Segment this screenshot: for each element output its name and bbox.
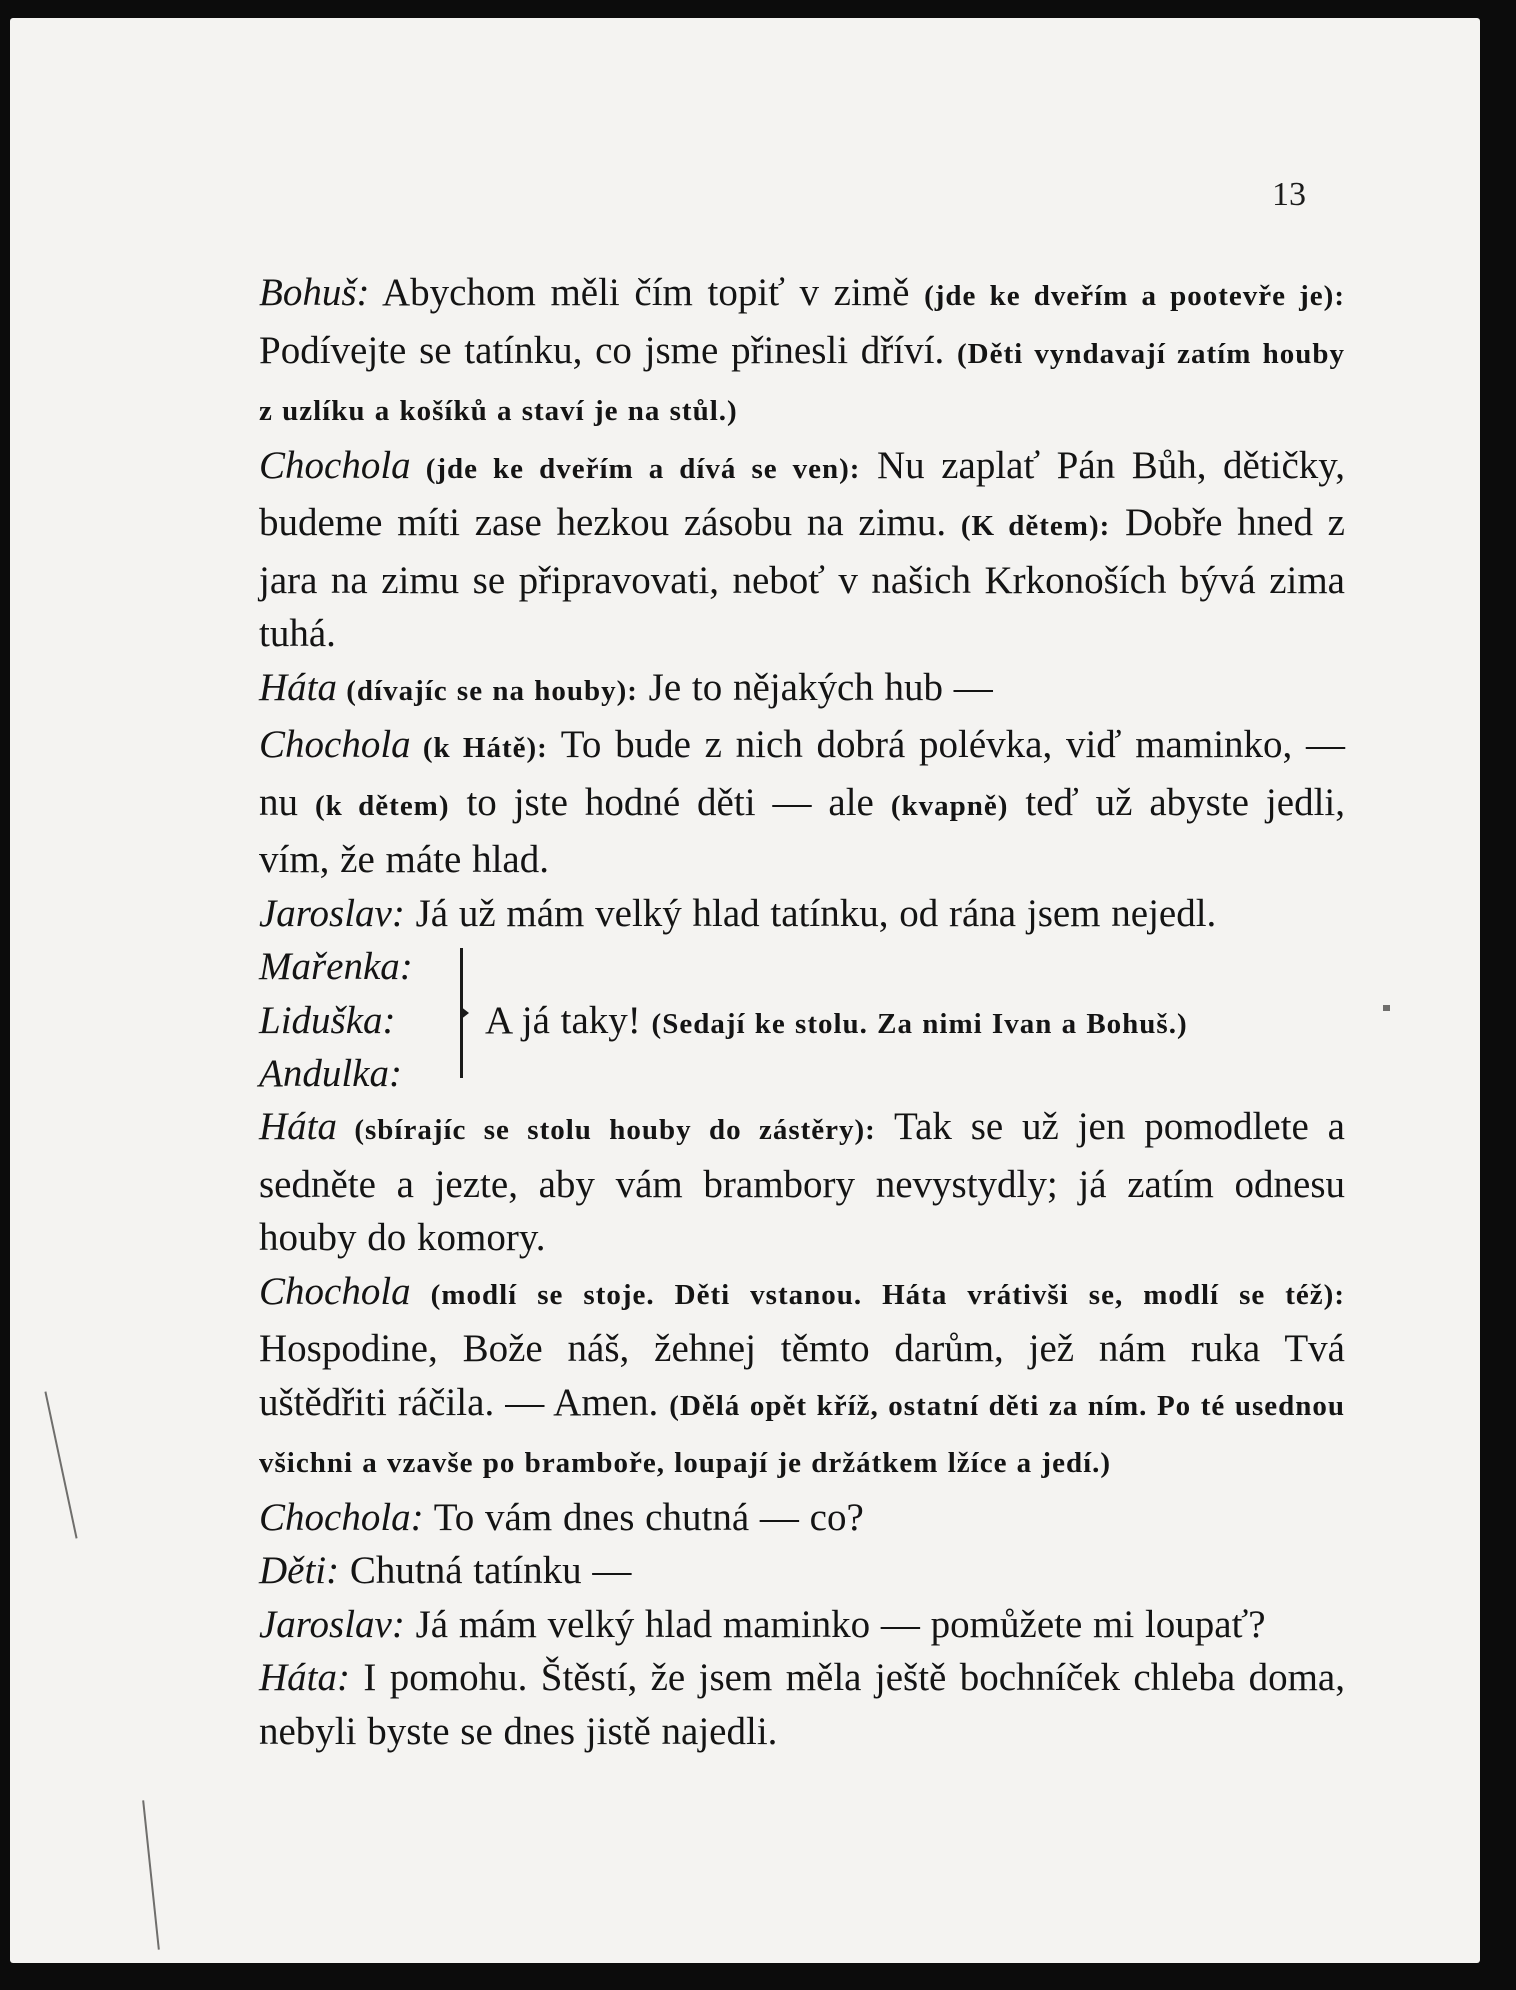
speaker-name: Háta bbox=[259, 665, 337, 709]
stage-direction: (sbírajíc se stolu houby do zástěry): bbox=[337, 1114, 876, 1146]
dialogue-text: Nu zaplať Pán Bůh, dětičky, budeme míti zase hezkou zásobu na zimu. bbox=[259, 443, 1345, 544]
dialogue-paragraph bbox=[165, 1598, 1345, 1652]
stage-direction: (k dětem) bbox=[314, 789, 450, 822]
stage-direction: (jde ke dveřím a pootevře je): bbox=[924, 280, 1345, 312]
dialogue-text: Chutná tatínku — bbox=[339, 1549, 632, 1592]
dialogue-text: I pomohu. Štěstí, že jsem měla ještě bochníček chleba doma, nebyli byste se dnes jistě najedli. bbox=[259, 1656, 1345, 1753]
dialogue-text: teď už abyste jedli, vím, že máte hlad. bbox=[259, 780, 1345, 881]
dialogue-text: Podívejte se tatínku, co jsme přinesli dříví. bbox=[259, 328, 957, 372]
speaker-name: Chochola bbox=[259, 443, 411, 487]
speaker-group bbox=[165, 940, 1345, 1100]
stage-direction: (modlí se stoje. Děti vstanou. Háta vrátivši se, modlí se též): bbox=[410, 1278, 1345, 1311]
stage-direction: (jde ke dveřím a dívá se ven): bbox=[410, 452, 861, 485]
speaker-name: Mařenka: bbox=[259, 945, 413, 988]
speaker-name: Háta bbox=[259, 1105, 337, 1148]
dialogue-text: Je to nějakých hub — bbox=[637, 665, 993, 709]
speck bbox=[1383, 1005, 1390, 1011]
dialogue-paragraph bbox=[165, 1491, 1345, 1545]
dialogue-text: to jste hodné děti — ale bbox=[449, 780, 891, 824]
group-text: A já taky! bbox=[485, 998, 652, 1042]
play-text bbox=[165, 266, 1345, 1758]
dialogue-text: Já mám velký hlad maminko — pomůžete mi loupať? bbox=[404, 1602, 1266, 1646]
speaker-name: Andulka: bbox=[259, 1052, 402, 1095]
dialogue-paragraph bbox=[165, 1651, 1345, 1758]
stage-direction: (K dětem): bbox=[960, 510, 1111, 542]
speaker-name: Chochola bbox=[259, 723, 411, 766]
dialogue-paragraph bbox=[165, 661, 1345, 719]
dialogue-paragraph bbox=[165, 887, 1345, 941]
dialogue-paragraph bbox=[165, 718, 1345, 887]
dialogue-text: Tak se už jen pomodlete a sedněte a jezte, aby vám brambory nevystydly; já zatím odnesu houby do komory. bbox=[259, 1105, 1345, 1259]
dialogue-text: Dobře hned z jara na zimu se připravovati, neboť v našich Krkonoších bývá zima tuhá. bbox=[259, 501, 1345, 655]
speaker-name: Jaroslav: bbox=[259, 891, 405, 935]
stage-direction: (kvapně) bbox=[890, 789, 1009, 822]
dialogue-text: To bude z nich dobrá polévka, viď maminko, — nu bbox=[259, 723, 1346, 824]
group-line bbox=[485, 994, 1188, 1052]
dialogue-text: To vám dnes chutná — co? bbox=[423, 1495, 864, 1539]
dialogue-paragraph bbox=[165, 266, 1345, 439]
speaker-name: Háta: bbox=[259, 1656, 350, 1699]
speaker-name: Liduška: bbox=[259, 998, 396, 1042]
stage-direction: (dívajíc se na houby): bbox=[337, 674, 638, 707]
dialogue-block-1 bbox=[165, 266, 1345, 940]
dialogue-paragraph bbox=[165, 439, 1345, 661]
dialogue-paragraph bbox=[165, 1100, 1345, 1265]
stage-direction: (Sedají ke stolu. Za nimi Ivan a Bohuš.) bbox=[651, 1007, 1188, 1040]
stage-direction: (Dělá opět kříž, ostatní děti za ním. Po té usednou všichni a vzavše po bramboře, loupají je držátkem lžíce a jedí.) bbox=[259, 1389, 1345, 1479]
dialogue-text: Abychom měli čím topiť v zimě bbox=[369, 271, 925, 314]
stage-direction: (k Hátě): bbox=[410, 732, 548, 764]
speaker-name: Bohuš: bbox=[259, 271, 370, 314]
group-speakers bbox=[259, 940, 413, 1101]
brace bbox=[460, 948, 475, 1078]
speaker-name: Chochola: bbox=[259, 1495, 424, 1539]
page-number: 13 bbox=[1272, 176, 1306, 213]
dialogue-block-2 bbox=[165, 1100, 1345, 1758]
speaker-name: Jaroslav: bbox=[259, 1602, 405, 1646]
speaker-name: Děti: bbox=[259, 1549, 340, 1592]
dialogue-paragraph bbox=[165, 1265, 1345, 1491]
book-page bbox=[10, 18, 1480, 1963]
dialogue-text: Já už mám velký hlad tatínku, od rána jsem nejedl. bbox=[404, 891, 1217, 935]
speaker-name: Chochola bbox=[259, 1269, 411, 1313]
dialogue-text: Hospodine, Bože náš, žehnej těmto darům, jež nám ruka Tvá uštědřiti ráčila. — Amen. bbox=[259, 1327, 1345, 1424]
dialogue-paragraph bbox=[165, 1544, 1345, 1598]
stage-direction: (Děti vyndavají zatím houby z uzlíku a košíků a staví je na stůl.) bbox=[259, 337, 1345, 427]
